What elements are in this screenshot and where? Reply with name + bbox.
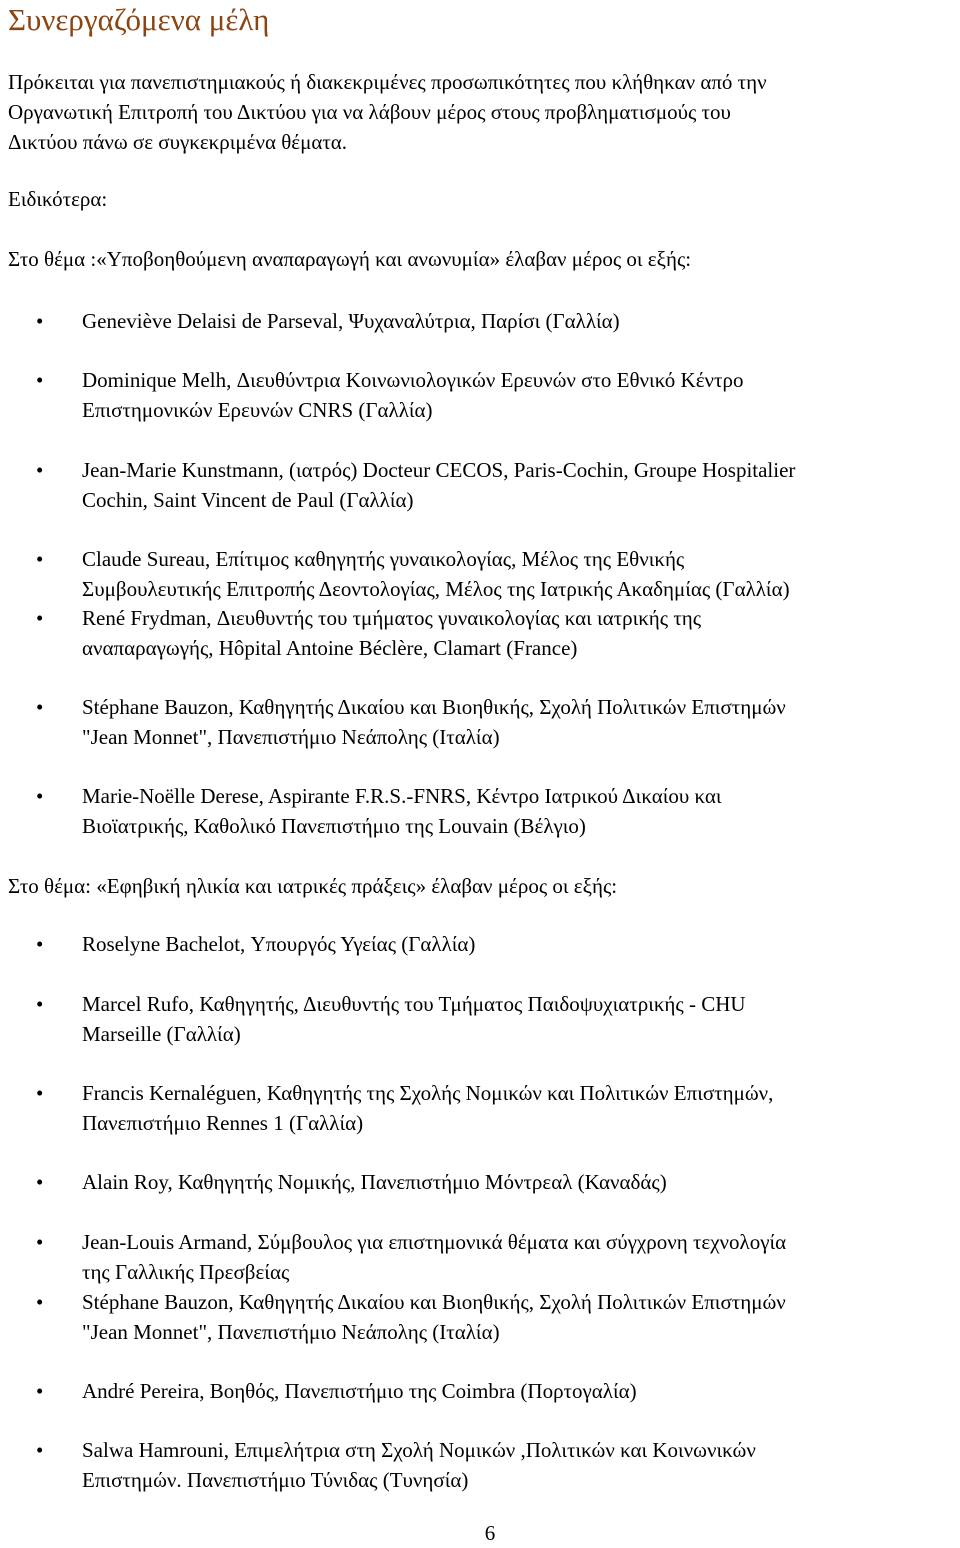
member-line: αναπαραγωγής, Hôpital Antoine Béclère, Clamart (France) bbox=[82, 636, 578, 660]
member-text bbox=[82, 1376, 637, 1406]
member-line: Συμβουλευτικής Επιτροπής Δεοντολογίας, Μέλος της Ιατρικής Ακαδημίας (Γαλλία) bbox=[82, 577, 790, 601]
topic2-heading: Στο θέμα: «Εφηβική ηλικία και ιατρικές πράξεις» έλαβαν μέρος οι εξής: bbox=[8, 874, 618, 898]
member-line: André Pereira, Βοηθός, Πανεπιστήμιο της Coimbra (Πορτογαλία) bbox=[82, 1379, 637, 1403]
member-text bbox=[82, 1167, 667, 1197]
member-text bbox=[82, 781, 722, 841]
bullet-icon: • bbox=[36, 1438, 44, 1462]
member-line: René Frydman, Διευθυντής του τμήματος γυναικολογίας και ιατρικής της bbox=[82, 606, 702, 630]
member-line: Πανεπιστήμιο Rennes 1 (Γαλλία) bbox=[82, 1111, 364, 1135]
member-line: "Jean Monnet", Πανεπιστήμιο Νεάπολης (Ιταλία) bbox=[82, 1320, 500, 1344]
member-text bbox=[82, 1435, 756, 1495]
bullet-icon: • bbox=[36, 606, 44, 630]
bullet-icon: • bbox=[36, 695, 44, 719]
intro-line: Οργανωτική Επιτροπή του Δικτύου για να λάβουν μέρος στους προβληματισμούς του bbox=[8, 100, 731, 124]
member-line: Επιστημών. Πανεπιστήμιο Τύνιδας (Τυνησία) bbox=[82, 1468, 469, 1492]
member-line: Marseille (Γαλλία) bbox=[82, 1022, 241, 1046]
member-text bbox=[82, 544, 790, 604]
specifically-label: Ειδικότερα: bbox=[8, 187, 108, 211]
bullet-icon: • bbox=[36, 1170, 44, 1194]
bullet-icon: • bbox=[36, 784, 44, 808]
intro-paragraph bbox=[8, 67, 767, 157]
bullet-icon: • bbox=[36, 992, 44, 1016]
member-text bbox=[82, 455, 795, 515]
bullet-icon: • bbox=[36, 547, 44, 571]
member-line: Salwa Hamrouni, Επιμελήτρια στη Σχολή Νομικών ,Πολιτικών και Κοινωνικών bbox=[82, 1438, 756, 1462]
intro-line: Πρόκειται για πανεπιστημιακούς ή διακεκριμένες προσωπικότητες που κλήθηκαν από την bbox=[8, 70, 767, 94]
member-line: Jean-Marie Kunstmann, (ιατρός) Docteur CECOS, Paris-Cochin, Groupe Hospitalier bbox=[82, 458, 796, 482]
member-line: Cochin, Saint Vincent de Paul (Γαλλία) bbox=[82, 488, 414, 512]
member-line: Stéphane Bauzon, Καθηγητής Δικαίου και Βιοηθικής, Σχολή Πολιτικών Επιστημών bbox=[82, 1290, 786, 1314]
bullet-icon: • bbox=[36, 932, 44, 956]
member-text bbox=[82, 989, 746, 1049]
bullet-icon: • bbox=[36, 1290, 44, 1314]
member-line: Marcel Rufo, Καθηγητής, Διευθυντής του Τμήματος Παιδοψυχιατρικής - CHU bbox=[82, 992, 746, 1016]
bullet-icon: • bbox=[36, 458, 44, 482]
bullet-icon: • bbox=[36, 1081, 44, 1105]
member-text bbox=[82, 603, 701, 663]
member-line: Stéphane Bauzon, Καθηγητής Δικαίου και Βιοηθικής, Σχολή Πολιτικών Επιστημών bbox=[82, 695, 786, 719]
intro-line: Δικτύου πάνω σε συγκεκριμένα θέματα. bbox=[8, 130, 348, 154]
member-text bbox=[82, 1227, 786, 1287]
bullet-icon: • bbox=[36, 309, 44, 333]
member-line: Dominique Melh, Διευθύντρια Κοινωνιολογικών Ερευνών στο Εθνικό Κέντρο bbox=[82, 368, 744, 392]
member-line: Geneviève Delaisi de Parseval, Ψυχαναλύτρια, Παρίσι (Γαλλία) bbox=[82, 309, 620, 333]
member-line: Roselyne Bachelot, Υπουργός Υγείας (Γαλλία) bbox=[82, 932, 476, 956]
member-line: Claude Sureau, Επίτιμος καθηγητής γυναικολογίας, Μέλος της Εθνικής bbox=[82, 547, 685, 571]
member-text bbox=[82, 1078, 773, 1138]
topic1-heading: Στο θέμα :«Υποβοηθούμενη αναπαραγωγή και ανωνυμία» έλαβαν μέρος οι εξής: bbox=[8, 247, 692, 271]
member-line: Επιστημονικών Ερευνών CNRS (Γαλλία) bbox=[82, 398, 433, 422]
page-title: Συνεργαζόμενα μέλη bbox=[8, 2, 270, 37]
bullet-icon: • bbox=[36, 1379, 44, 1403]
member-text bbox=[82, 929, 475, 959]
bullet-icon: • bbox=[36, 1230, 44, 1254]
member-line: "Jean Monnet", Πανεπιστήμιο Νεάπολης (Ιταλία) bbox=[82, 725, 500, 749]
member-text bbox=[82, 306, 620, 336]
member-line: Francis Kernaléguen, Καθηγητής της Σχολής Νομικών και Πολιτικών Επιστημών, bbox=[82, 1081, 774, 1105]
member-line: Jean-Louis Armand, Σύμβουλος για επιστημονικά θέματα και σύγχρονη τεχνολογία bbox=[82, 1230, 787, 1254]
member-line: της Γαλλικής Πρεσβείας bbox=[82, 1260, 290, 1284]
member-line: Alain Roy, Καθηγητής Νομικής, Πανεπιστήμιο Μόντρεαλ (Καναδάς) bbox=[82, 1170, 667, 1194]
member-line: Βιοϊατρικής, Καθολικό Πανεπιστήμιο της Louvain (Βέλγιο) bbox=[82, 814, 586, 838]
bullet-icon: • bbox=[36, 368, 44, 392]
member-line: Marie-Noëlle Derese, Aspirante F.R.S.-FNRS, Κέντρο Ιατρικού Δικαίου και bbox=[82, 784, 722, 808]
member-text bbox=[82, 1287, 786, 1347]
page-number: 6 bbox=[484, 1521, 496, 1545]
member-text bbox=[82, 365, 743, 425]
member-text bbox=[82, 692, 786, 752]
